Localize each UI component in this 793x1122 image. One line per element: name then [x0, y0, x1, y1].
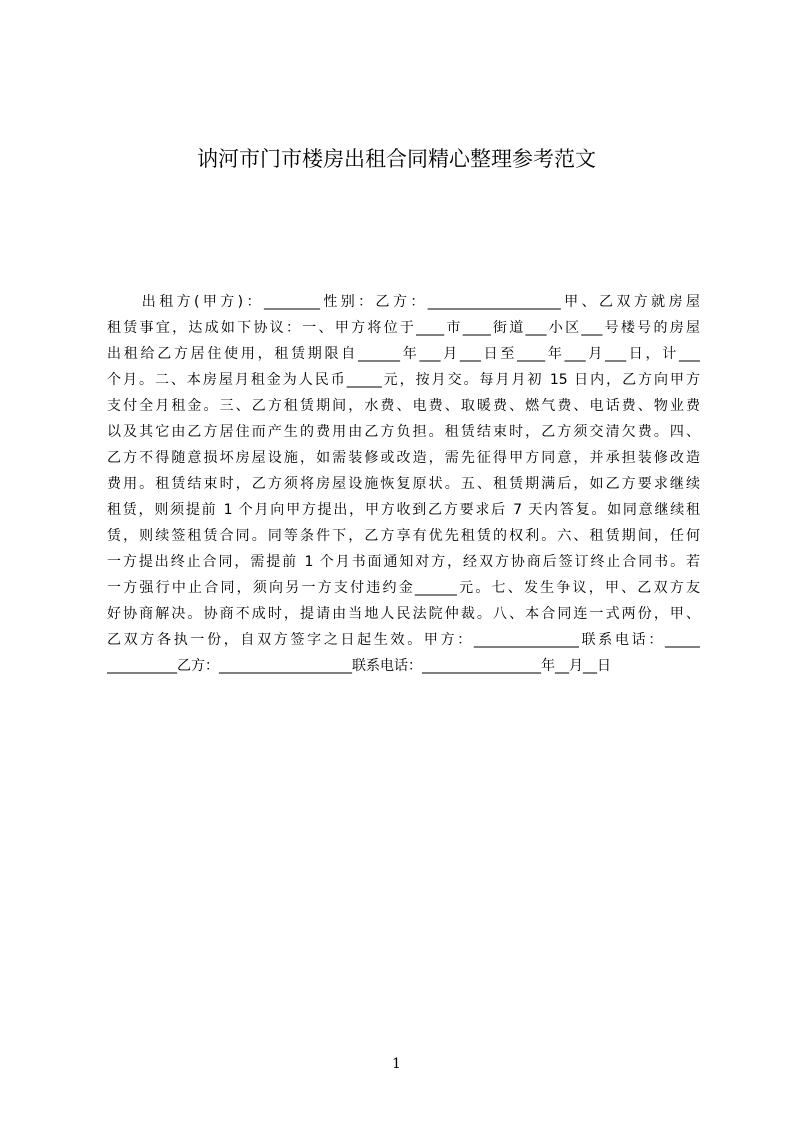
contract-line: 以及其它由乙方居住而产生的费用由乙方负担。租赁结束时，乙方须交清欠费。四、	[107, 424, 700, 440]
page-number: 1	[392, 1056, 401, 1072]
contract-line: 出租给乙方居住使用，租赁期限自______年___月___日至____年___月___日，计___	[107, 346, 700, 362]
contract-line: 赁，则续签租赁合同。同等条件下，乙方享有优先租赁的权利。六、租赁期间，任何	[107, 528, 700, 544]
contract-line: 好协商解决。协商不成时，提请由当地人民法院仲裁。八、本合同连一式两份，甲、	[107, 606, 700, 622]
contract-line: 租赁，则须提前 1 个月向甲方提出，甲方收到乙方要求后 7 天内答复。如同意继续租	[107, 502, 700, 518]
document-title: 讷河市门市楼房出租合同精心整理参考范文	[197, 147, 596, 171]
contract-line: __________乙方：___________________联系电话：_________________年__月__日	[107, 658, 611, 674]
contract-line: 一方强行中止合同，须向另一方支付违约金______元。七、发生争议，甲、乙双方友	[107, 580, 700, 596]
contract-body	[107, 289, 700, 679]
contract-line: 一方提出终止合同，需提前 1 个月书面通知对方，经双方协商后签订终止合同书。若	[107, 554, 700, 570]
contract-line: 乙双方各执一份，自双方签字之日起生效。甲方：_______________联系电话：_____	[107, 632, 700, 648]
contract-line: 个月。二、本房屋月租金为人民币_____元，按月交。每月月初 15 日内，乙方向甲方	[107, 372, 700, 388]
contract-line: 租赁事宜，达成如下协议：一、甲方将位于____市____街道___小区___号楼号的房屋	[107, 320, 700, 336]
contract-line: 费用。租赁结束时，乙方须将房屋设施恢复原状。五、租赁期满后，如乙方要求继续	[107, 476, 700, 492]
contract-line: 出租方(甲方)：________性别：乙方：___________________甲、乙双方就房屋	[107, 294, 700, 310]
contract-line: 支付全月租金。三、乙方租赁期间，水费、电费、取暖费、燃气费、电话费、物业费	[107, 398, 700, 414]
contract-line: 乙方不得随意损坏房屋设施，如需装修或改造，需先征得甲方同意，并承担装修改造	[107, 450, 700, 466]
